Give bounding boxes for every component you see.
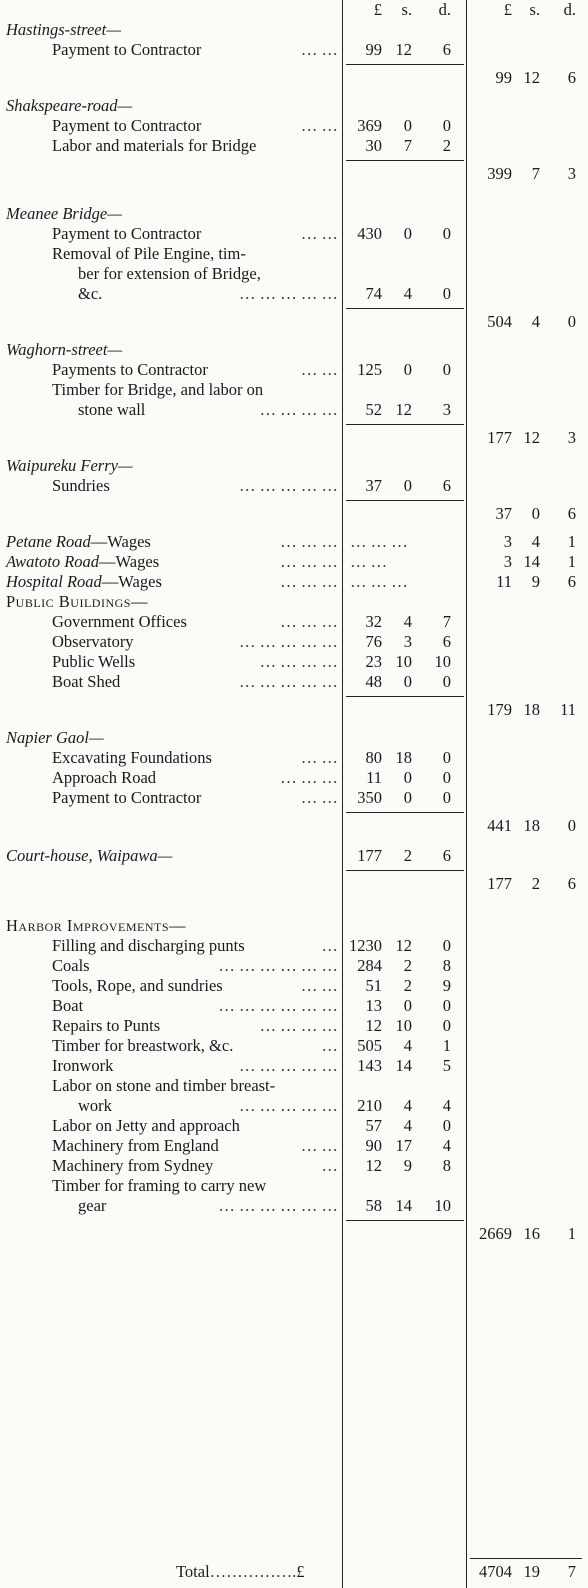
line-amount-pence: 4 [442, 1096, 451, 1115]
line-item [52, 1156, 338, 1176]
line-item [52, 116, 338, 136]
line-item-label: Payment to Contractor [52, 116, 202, 135]
total-leader: ……………. [209, 1562, 297, 1581]
road-wages-line [6, 552, 338, 572]
road-amount-pounds: 11 [496, 572, 512, 591]
line-amount-pounds: 11 [366, 768, 382, 787]
line-item-leader: … … … … … [239, 1056, 338, 1075]
line-item [52, 136, 338, 156]
line-amount-shillings: 12 [395, 40, 412, 59]
line-amount-pence: 1 [442, 1036, 451, 1055]
line-amount-shillings: 0 [403, 996, 412, 1015]
column-header-inner-shillings: s. [401, 0, 412, 19]
line-item-label: gear [78, 1196, 107, 1215]
road-name: Hospital Road [6, 572, 102, 591]
section-subtotal-pounds: 37 [495, 504, 512, 523]
line-item [52, 1136, 338, 1156]
line-amount-pence: 8 [442, 956, 451, 975]
line-amount-pence: 7 [442, 612, 451, 631]
line-amount-shillings: 12 [395, 936, 412, 955]
line-item-label: Removal of Pile Engine, tim- [52, 244, 246, 263]
line-item-leader: … … … … … [239, 284, 338, 303]
line-item [52, 672, 338, 692]
line-item-leader: … [321, 936, 338, 955]
line-amount-pence: 0 [442, 284, 451, 303]
line-amount-pence: 8 [442, 1156, 451, 1175]
line-item [52, 1036, 338, 1056]
line-item [78, 284, 338, 304]
line-item-label: Machinery from England [52, 1136, 219, 1155]
line-item-label: Government Offices [52, 612, 187, 631]
section-subtotal-pounds: 2669 [479, 1224, 512, 1243]
line-amount-shillings: 18 [395, 748, 412, 767]
line-item-label: Filling and discharging punts [52, 936, 245, 955]
line-item-label: Labor and materials for Bridge [52, 136, 257, 155]
line-item-label: stone wall [78, 400, 146, 419]
section-subtotal-shillings: 12 [523, 68, 540, 87]
line-item-label: Boat Shed [52, 672, 121, 691]
line-amount-shillings: 7 [403, 136, 412, 155]
line-amount-pounds: 57 [365, 1116, 382, 1135]
section-subtotal-pence: 3 [567, 164, 576, 183]
line-amount-pence: 0 [442, 1016, 451, 1035]
line-amount-shillings: 10 [395, 652, 412, 671]
line-item-label: Labor on stone and timber breast- [52, 1076, 276, 1095]
line-item-label: Boat [52, 996, 84, 1015]
line-item-label: Timber for framing to carry new [52, 1176, 267, 1195]
line-amount-pounds: 350 [357, 788, 382, 807]
line-amount-shillings: 3 [403, 632, 412, 651]
line-amount-shillings: 10 [395, 1016, 412, 1035]
line-item [52, 652, 338, 672]
line-item [52, 360, 338, 380]
grand-total-pounds: 4704 [479, 1562, 512, 1581]
line-amount-pounds: 51 [365, 976, 382, 995]
total-rule [470, 1558, 582, 1559]
line-amount-pounds: 284 [357, 956, 382, 975]
line-item-leader: … … [300, 360, 338, 379]
line-item-label: ber for extension of Bridge, [78, 264, 261, 283]
line-amount-shillings: 0 [403, 360, 412, 379]
section-subtotal-shillings: 12 [523, 428, 540, 447]
line-item [78, 1196, 338, 1216]
section-subtotal-pounds: 177 [487, 874, 512, 893]
line-amount-shillings: 4 [403, 1096, 412, 1115]
line-item [52, 476, 338, 496]
line-amount-pence: 0 [442, 1116, 451, 1135]
line-amount-pounds: 210 [357, 1096, 382, 1115]
line-amount-pence: 0 [442, 672, 451, 691]
line-amount-shillings: 2 [403, 976, 412, 995]
line-item-leader: … … … … [259, 400, 338, 419]
road-wages-line [6, 572, 338, 592]
subtotal-rule [346, 64, 464, 65]
road-leader: … … … [280, 572, 338, 591]
road-leader: … … … [280, 552, 338, 571]
line-amount-pounds: 23 [365, 652, 382, 671]
line-item [52, 224, 338, 244]
line-amount-pounds: 80 [365, 748, 382, 767]
section-subtotal-pence: 6 [567, 874, 576, 893]
road-wages-label [6, 552, 159, 572]
section-heading: Harbor Improvements— [6, 916, 187, 935]
road-leader: … … … [280, 532, 338, 551]
line-item [52, 632, 338, 652]
road-amount-pounds: 3 [503, 552, 512, 571]
column-header-outer-shillings: s. [529, 0, 540, 19]
section-subtotal-pence: 6 [567, 68, 576, 87]
line-amount-pence: 5 [442, 1056, 451, 1075]
column-rule-right [466, 0, 467, 1588]
line-amount-pence: 0 [442, 360, 451, 379]
line-amount-pence: 0 [442, 748, 451, 767]
section-heading: Waipureku Ferry— [6, 456, 133, 475]
section-subtotal-shillings: 18 [523, 816, 540, 835]
line-item-label: Tools, Rope, and sundries [52, 976, 223, 995]
line-amount-shillings: 0 [403, 224, 412, 243]
line-amount-shillings: 0 [403, 116, 412, 135]
line-item-leader: … … [300, 748, 338, 767]
section-subtotal-pounds: 99 [495, 68, 512, 87]
line-item-label: Machinery from Sydney [52, 1156, 214, 1175]
line-amount-pounds: 12 [365, 1016, 382, 1035]
subtotal-rule [346, 812, 464, 813]
line-amount-pence: 10 [434, 652, 451, 671]
line-item-leader: … … [300, 788, 338, 807]
line-item-leader: … … … … … [239, 476, 338, 495]
column-header-inner-pence: d. [438, 0, 451, 19]
section-subtotal-pence: 0 [567, 816, 576, 835]
line-item [52, 40, 338, 60]
line-item [52, 788, 338, 808]
line-amount-shillings: 2 [403, 956, 412, 975]
total-label: Total [176, 1562, 210, 1581]
line-item-leader: … [321, 1036, 338, 1055]
road-inner-leader: … … … [350, 572, 408, 591]
line-item [52, 1076, 338, 1096]
road-amount-shillings: 9 [531, 572, 540, 591]
column-header-outer-pounds: £ [503, 0, 512, 19]
line-item-leader: … … … … … … [218, 996, 338, 1015]
line-item-leader: … … [300, 40, 338, 59]
section-subtotal-shillings: 18 [523, 700, 540, 719]
line-amount-pounds: 32 [365, 612, 382, 631]
subtotal-rule [346, 696, 464, 697]
line-item-label: Labor on Jetty and approach [52, 1116, 240, 1135]
line-amount-pounds: 37 [365, 476, 382, 495]
section-subtotal-pounds: 179 [487, 700, 512, 719]
subtotal-rule [346, 500, 464, 501]
section-subtotal-pence: 1 [567, 1224, 576, 1243]
line-item-label: Sundries [52, 476, 110, 495]
subtotal-rule [346, 308, 464, 309]
line-item-leader: … … [300, 1136, 338, 1155]
total-line [176, 1562, 305, 1582]
section-subtotal-pence: 3 [567, 428, 576, 447]
line-item [78, 264, 338, 284]
line-amount-shillings: 4 [403, 1116, 412, 1135]
line-amount-pence: 6 [442, 632, 451, 651]
section-heading: Waghorn-street— [6, 340, 123, 359]
line-item [52, 612, 338, 632]
line-item [52, 1176, 338, 1196]
subtotal-rule [346, 160, 464, 161]
line-item-label: Public Wells [52, 652, 136, 671]
section-heading: Meanee Bridge— [6, 204, 122, 223]
line-amount-pence: 0 [442, 936, 451, 955]
line-amount-pounds: 90 [365, 1136, 382, 1155]
line-item-label: Payment to Contractor [52, 788, 202, 807]
line-item [52, 936, 338, 956]
line-amount-shillings: 12 [395, 400, 412, 419]
column-header-inner-pounds: £ [373, 0, 382, 19]
line-amount-pence: 9 [442, 976, 451, 995]
line-item-label: Approach Road [52, 768, 157, 787]
line-amount-pence: 10 [434, 1196, 451, 1215]
line-amount-pounds: 58 [365, 1196, 382, 1215]
line-amount-shillings: 0 [403, 768, 412, 787]
road-suffix: —Wages [90, 532, 151, 551]
section-subtotal-shillings: 4 [531, 312, 540, 331]
line-item [78, 1096, 338, 1116]
line-amount-pence: 6 [442, 846, 451, 865]
line-amount-pence: 0 [442, 788, 451, 807]
line-amount-shillings: 0 [403, 788, 412, 807]
section-subtotal-pounds: 504 [487, 312, 512, 331]
line-item-leader: … … [300, 224, 338, 243]
section-subtotal-pence: 6 [567, 504, 576, 523]
line-item-leader: … … [300, 116, 338, 135]
road-amount-pence: 6 [567, 572, 576, 591]
line-item-label: Ironwork [52, 1056, 114, 1075]
line-item [52, 1056, 338, 1076]
section-heading: Public Buildings— [6, 592, 148, 611]
line-item [52, 1016, 338, 1036]
line-amount-shillings: 14 [395, 1196, 412, 1215]
line-item-leader: … … … … [259, 652, 338, 671]
line-item-label: Coals [52, 956, 90, 975]
section-subtotal-shillings: 2 [531, 874, 540, 893]
line-item-label: Observatory [52, 632, 134, 651]
line-item-leader: … … … … … [239, 1096, 338, 1115]
line-item-label: work [78, 1096, 112, 1115]
section-heading: Shakspeare-road— [6, 96, 133, 115]
road-inner-leader: … … … [350, 532, 408, 551]
grand-total-shillings: 19 [523, 1562, 540, 1581]
total-currency: £ [296, 1562, 305, 1581]
line-item-leader: … … … [280, 612, 338, 631]
line-amount-pence: 6 [442, 40, 451, 59]
road-wages-label [6, 532, 151, 552]
line-amount-pounds: 369 [357, 116, 382, 135]
line-item-label: Excavating Foundations [52, 748, 212, 767]
section-subtotal-shillings: 7 [531, 164, 540, 183]
road-wages-label [6, 572, 162, 592]
line-amount-pence: 0 [442, 116, 451, 135]
line-item-label: Payment to Contractor [52, 40, 202, 59]
column-header-outer-pence: d. [563, 0, 576, 19]
section-subtotal-shillings: 0 [531, 504, 540, 523]
line-item-leader: … … … … [259, 1016, 338, 1035]
line-amount-pounds: 125 [357, 360, 382, 379]
section-subtotal-shillings: 16 [523, 1224, 540, 1243]
road-suffix: —Wages [99, 552, 160, 571]
line-amount-pence: 4 [442, 1136, 451, 1155]
line-item-label: Repairs to Punts [52, 1016, 161, 1035]
line-item-leader: … … … [280, 768, 338, 787]
line-item-label: Payments to Contractor [52, 360, 208, 379]
road-inner-leader: … … [350, 552, 388, 571]
subtotal-rule [346, 424, 464, 425]
line-amount-shillings: 2 [403, 846, 412, 865]
section-heading: Hastings-street— [6, 20, 121, 39]
line-amount-pounds: 99 [365, 40, 382, 59]
line-item-label: Payment to Contractor [52, 224, 202, 243]
line-amount-pounds: 1230 [349, 936, 382, 955]
line-amount-shillings: 9 [403, 1156, 412, 1175]
line-amount-pounds: 48 [365, 672, 382, 691]
line-amount-pence: 2 [442, 136, 451, 155]
line-amount-pounds: 177 [357, 846, 382, 865]
line-amount-pence: 3 [442, 400, 451, 419]
line-amount-shillings: 4 [403, 612, 412, 631]
line-item-leader: … … … … … … [218, 956, 338, 975]
line-amount-pounds: 143 [357, 1056, 382, 1075]
section-subtotal-pounds: 399 [487, 164, 512, 183]
line-item-label: Timber for Bridge, and labor on [52, 380, 264, 399]
line-item [52, 244, 338, 264]
line-item-leader: … … … … … … [218, 1196, 338, 1215]
grand-total-pence: 7 [567, 1562, 576, 1581]
line-amount-pounds: 74 [365, 284, 382, 303]
road-wages-line [6, 532, 338, 552]
section-subtotal-pounds: 441 [487, 816, 512, 835]
road-amount-shillings: 14 [523, 552, 540, 571]
line-item [52, 748, 338, 768]
line-amount-pence: 0 [442, 996, 451, 1015]
line-item-label: &c. [78, 284, 103, 303]
line-amount-shillings: 0 [403, 672, 412, 691]
section-subtotal-pounds: 177 [487, 428, 512, 447]
subtotal-rule [346, 870, 464, 871]
line-item-leader: … … … … … [239, 632, 338, 651]
line-amount-pounds: 30 [365, 136, 382, 155]
line-item-leader: … … … … … [239, 672, 338, 691]
line-amount-shillings: 4 [403, 284, 412, 303]
line-item [52, 380, 338, 400]
section-heading: Court-house, Waipawa— [6, 846, 173, 865]
line-amount-pence: 0 [442, 768, 451, 787]
line-amount-pounds: 76 [365, 632, 382, 651]
line-amount-pounds: 52 [365, 400, 382, 419]
section-subtotal-pence: 11 [560, 700, 576, 719]
road-name: Awatoto Road [6, 552, 100, 571]
line-item [52, 976, 338, 996]
line-amount-pounds: 430 [357, 224, 382, 243]
section-subtotal-pence: 0 [567, 312, 576, 331]
line-amount-shillings: 4 [403, 1036, 412, 1055]
line-amount-pounds: 505 [357, 1036, 382, 1055]
line-amount-pence: 0 [442, 224, 451, 243]
line-item [78, 400, 338, 420]
line-item [52, 996, 338, 1016]
line-amount-pounds: 13 [365, 996, 382, 1015]
line-item [52, 768, 338, 788]
road-amount-pounds: 3 [503, 532, 512, 551]
line-amount-shillings: 17 [395, 1136, 412, 1155]
subtotal-rule [346, 1220, 464, 1221]
road-suffix: —Wages [101, 572, 162, 591]
line-amount-shillings: 0 [403, 476, 412, 495]
line-amount-shillings: 14 [395, 1056, 412, 1075]
line-amount-pence: 6 [442, 476, 451, 495]
road-amount-pence: 1 [567, 552, 576, 571]
line-item-label: Timber for breastwork, &c. [52, 1036, 234, 1055]
road-amount-pence: 1 [567, 532, 576, 551]
line-amount-pounds: 12 [365, 1156, 382, 1175]
line-item-leader: … … [300, 976, 338, 995]
road-amount-shillings: 4 [531, 532, 540, 551]
line-item [52, 1116, 338, 1136]
line-item [52, 956, 338, 976]
section-heading: Napier Gaol— [6, 728, 104, 747]
road-name: Petane Road [6, 532, 91, 551]
line-item-leader: … [321, 1156, 338, 1175]
